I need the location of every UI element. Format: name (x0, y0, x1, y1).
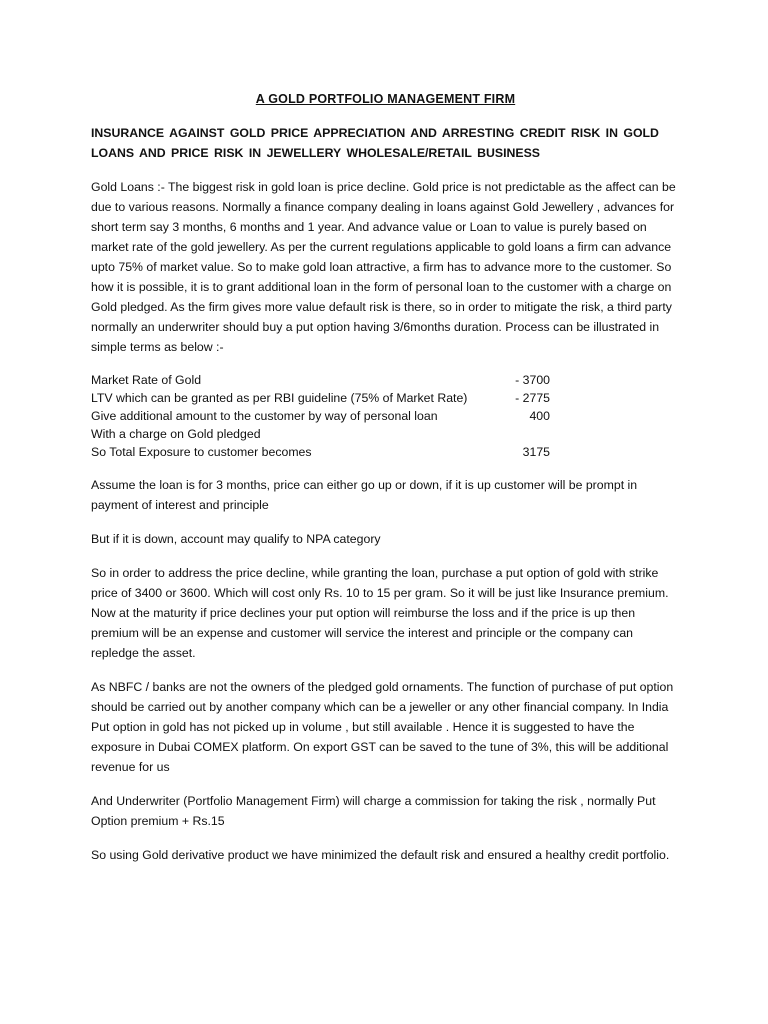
document-subtitle: INSURANCE AGAINST GOLD PRICE APPRECIATION AND ARRESTING CREDIT RISK IN GOLD LOANS AND PRICE RISK IN JEWELLERY WHOLESALE/RETAIL BUSINESS (91, 126, 659, 160)
calculation-value: 3175 (522, 445, 550, 459)
document-title: A GOLD PORTFOLIO MANAGEMENT FIRM (255, 92, 516, 106)
paragraph-npa: But if it is down, account may qualify to NPA category (91, 532, 381, 546)
calculation-value: - 3700 (515, 373, 550, 387)
paragraph-gold-loans: Gold Loans :- The biggest risk in gold loan is price decline. Gold price is not predictable as the affect can be due to various reasons. Normally a finance company dealing in loans against Gold Jewellery , advances for short term say 3 months, 6 months and 1 year. And advance value or Loan to value is purely based on market rate of the gold jewellery. As per the current regulations applicable to gold loans a firm can advance upto 75% of market value. So to make gold loan attractive, a firm has to advance more to the customer. So how it is possible, it is to grant additional loan in the form of personal loan to the customer with a charge on Gold pledged. As the firm gives more value default risk is there, so in order to mitigate the risk, a third party normally an underwriter should buy a put option having 3/6months duration. Process can be illustrated in simple terms as below :- (91, 180, 676, 354)
calculation-row (91, 371, 550, 389)
calculation-label: Give additional amount to the customer by way of personal loan (91, 409, 438, 423)
calculation-table (91, 371, 680, 461)
paragraph-underwriter: And Underwriter (Portfolio Management Firm) will charge a commission for taking the risk , normally Put Option premium + Rs.15 (91, 794, 656, 828)
calculation-label: LTV which can be granted as per RBI guideline (75% of Market Rate) (91, 391, 468, 405)
paragraph-conclusion: So using Gold derivative product we have minimized the default risk and ensured a healthy credit portfolio. (91, 848, 670, 862)
calculation-row (91, 407, 550, 425)
paragraph-put-option: So in order to address the price decline, while granting the loan, purchase a put option of gold with strike price of 3400 or 3600. Which will cost only Rs. 10 to 15 per gram. So it will be just like Insurance premium. Now at the maturity if price declines your put option will reimburse the loss and if the price is up then premium will be an expense and customer will service the interest and principle or the company can repledge the asset. (91, 566, 669, 660)
calculation-label: With a charge on Gold pledged (91, 427, 261, 441)
calculation-label: So Total Exposure to customer becomes (91, 445, 312, 459)
calculation-row (91, 425, 550, 443)
calculation-value: 400 (529, 409, 550, 423)
calculation-row (91, 389, 550, 407)
calculation-value: - 2775 (515, 391, 550, 405)
calculation-label: Market Rate of Gold (91, 373, 202, 387)
paragraph-assume: Assume the loan is for 3 months, price can either go up or down, if it is up customer will be prompt in payment of interest and principle (91, 478, 638, 512)
paragraph-nbfc: As NBFC / banks are not the owners of the pledged gold ornaments. The function of purchase of put option should be carried out by another company which can be a jeweller or any other financial company. In India Put option in gold has not picked up in volume , but still available . Hence it is suggested to have the exposure in Dubai COMEX platform. On export GST can be saved to the tune of 3%, this will be additional revenue for us (91, 680, 674, 774)
calculation-row (91, 443, 550, 461)
